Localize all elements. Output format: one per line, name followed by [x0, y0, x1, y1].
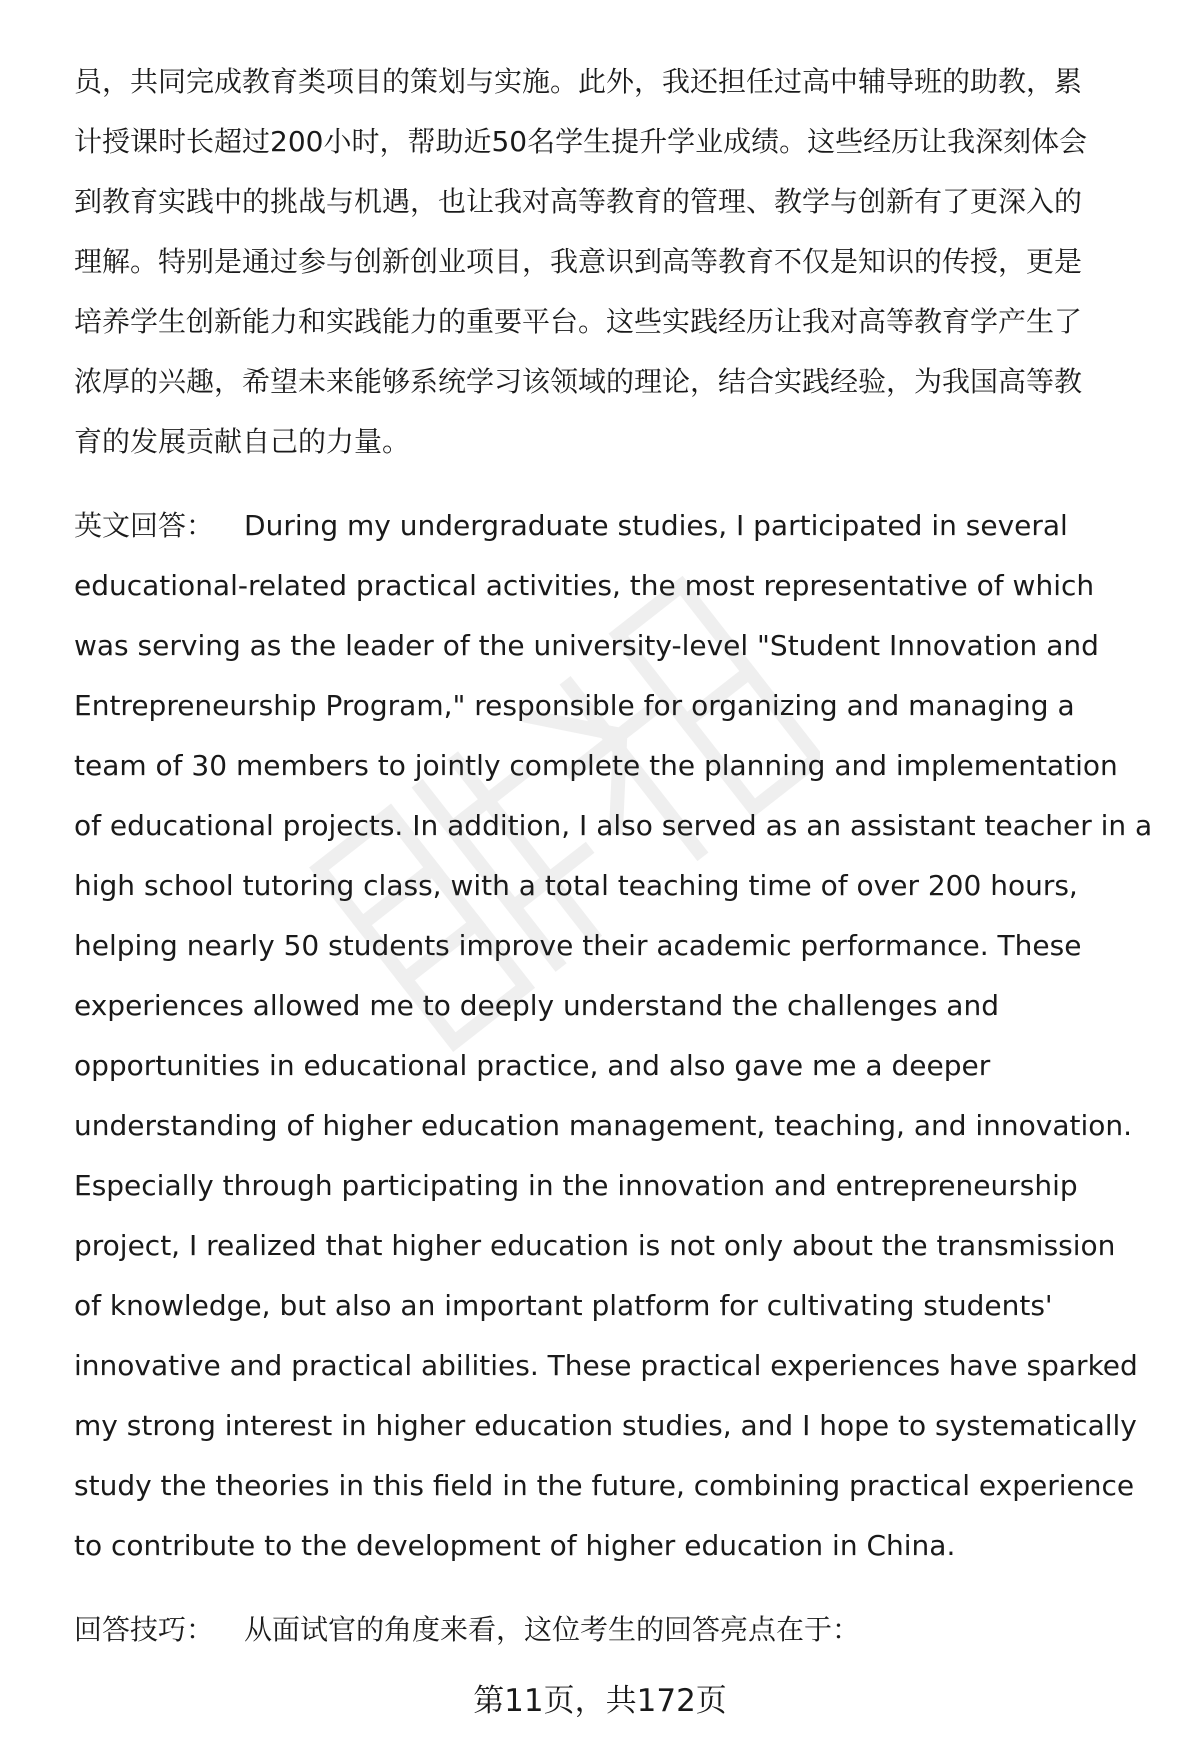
answer-tips-text: 从面试官的角度来看，这位考生的回答亮点在于：	[244, 1613, 861, 1646]
paragraph-line: helping nearly 50 students improve their academic performance. These	[74, 929, 1082, 962]
paragraph-line: project, I realized that higher education is not only about the transmission	[74, 1229, 1116, 1262]
page-number-footer: 第11页，共172页	[473, 1683, 727, 1719]
answer-tips-line	[74, 1600, 1154, 1660]
paragraph-line: innovative and practical abilities. These practical experiences have sparked	[74, 1349, 1138, 1382]
paragraph-line: understanding of higher education management, teaching, and innovation.	[74, 1109, 1133, 1142]
chinese-answer-paragraph	[74, 52, 1154, 472]
paragraph-line: educational-related practical activities, the most representative of which	[74, 569, 1095, 602]
answer-tips-label: 回答技巧：	[74, 1613, 215, 1646]
paragraph-line: 到教育实践中的挑战与机遇，也让我对高等教育的管理、教学与创新有了更深入的	[74, 185, 1083, 218]
paragraph-line: Especially through participating in the innovation and entrepreneurship	[74, 1169, 1078, 1202]
english-answer-paragraph	[74, 496, 1154, 1576]
answer-tips-paragraph	[74, 1600, 1154, 1660]
paragraph-line: 理解。特别是通过参与创新创业项目，我意识到高等教育不仅是知识的传授，更是	[74, 245, 1083, 278]
paragraph-line: of educational projects. In addition, I also served as an assistant teacher in a	[74, 809, 1153, 842]
paragraph-line: was serving as the leader of the university-level "Student Innovation and	[74, 629, 1099, 662]
paragraph-line: study the theories in this field in the future, combining practical experience	[74, 1469, 1135, 1502]
english-answer-first-line	[74, 496, 1154, 556]
paragraph-line: 育的发展贡献自己的力量。	[74, 425, 411, 458]
paragraph-line: Entrepreneurship Program," responsible for organizing and managing a	[74, 689, 1075, 722]
paragraph-line: high school tutoring class, with a total teaching time of over 200 hours,	[74, 869, 1078, 902]
paragraph-line: of knowledge, but also an important platform for cultivating students'	[74, 1289, 1053, 1322]
paragraph-line: my strong interest in higher education studies, and I hope to systematically	[74, 1409, 1137, 1442]
paragraph-line: 计授课时长超过200小时，帮助近50名学生提升学业成绩。这些经历让我深刻体会	[74, 125, 1088, 158]
paragraph-line: 员，共同完成教育类项目的策划与实施。此外，我还担任过高中辅导班的助教，累	[74, 65, 1083, 98]
paragraph-line: 浓厚的兴趣，希望未来能够系统学习该领域的理论，结合实践经验，为我国高等教	[74, 365, 1083, 398]
english-answer-text: During my undergraduate studies, I participated in several	[244, 509, 1068, 542]
english-answer-label: 英文回答：	[74, 509, 215, 542]
paragraph-line: 培养学生创新能力和实践能力的重要平台。这些实践经历让我对高等教育学产生了	[74, 305, 1083, 338]
paragraph-line: team of 30 members to jointly complete the planning and implementation	[74, 749, 1118, 782]
paragraph-line: to contribute to the development of higher education in China.	[74, 1529, 956, 1562]
paragraph-line: opportunities in educational practice, and also gave me a deeper	[74, 1049, 991, 1082]
paragraph-line: experiences allowed me to deeply understand the challenges and	[74, 989, 999, 1022]
